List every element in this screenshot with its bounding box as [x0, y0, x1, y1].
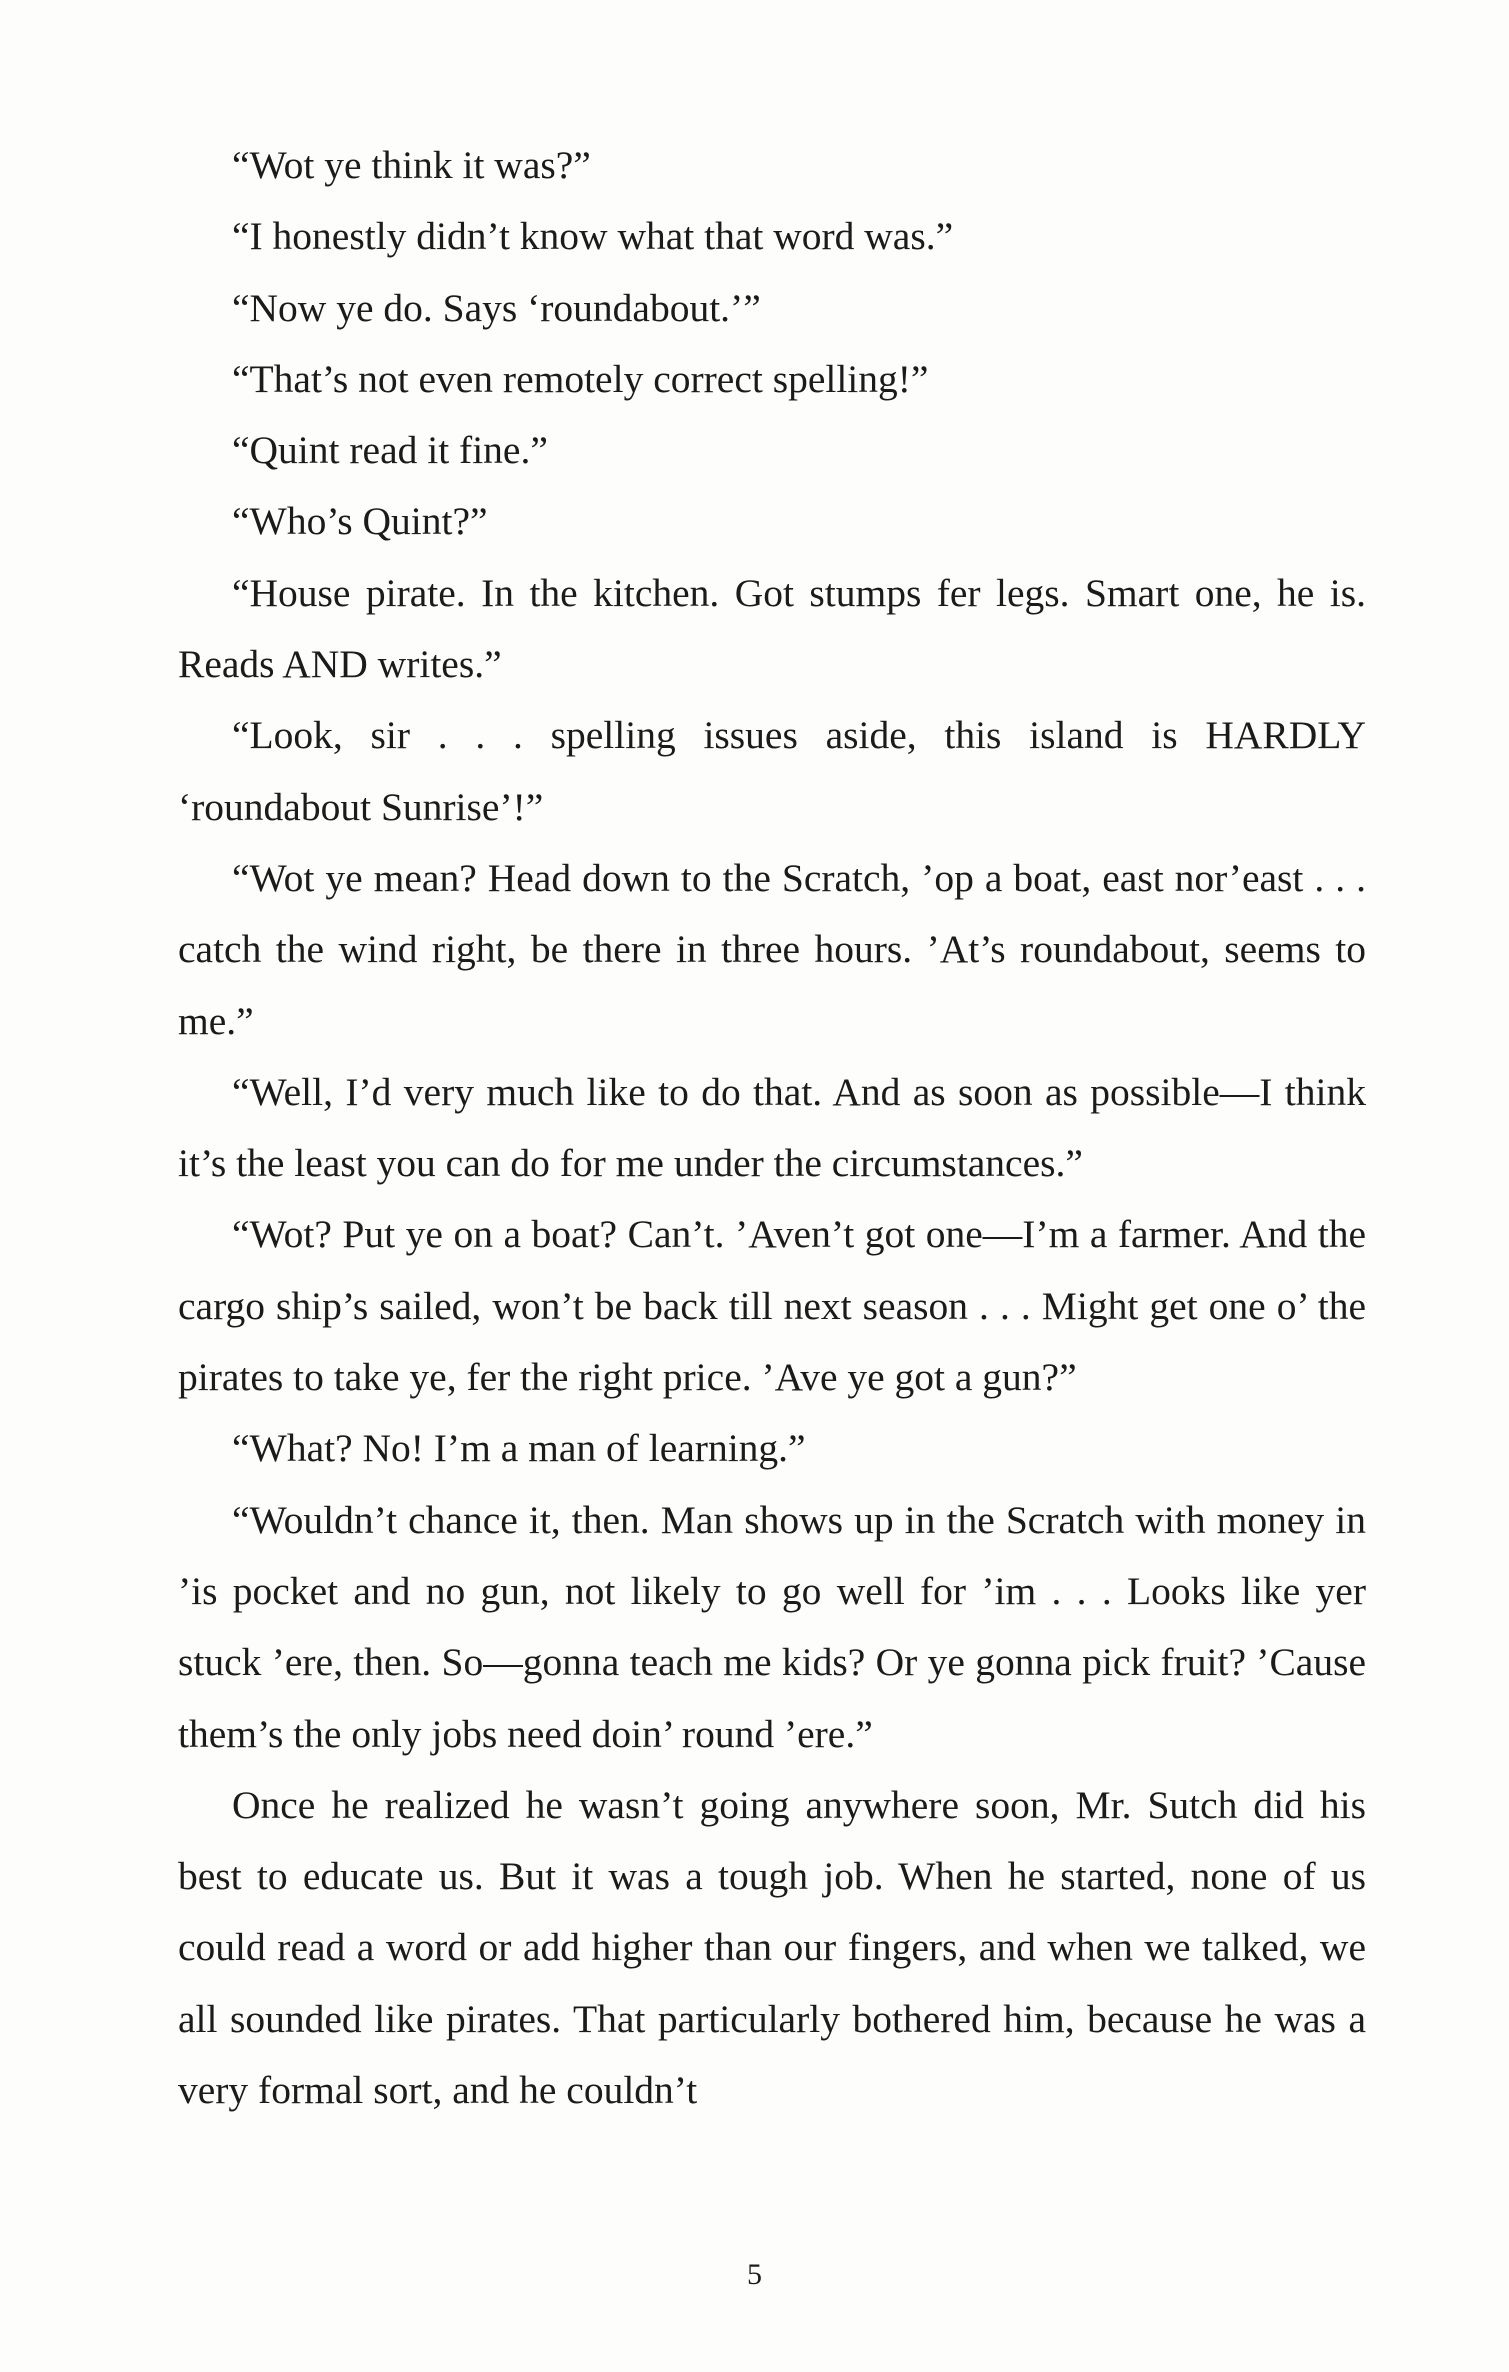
paragraph: “I honestly didn’t know what that word was.”	[232, 214, 954, 259]
page-number: 5	[747, 2258, 762, 2291]
paragraph: “Who’s Quint?”	[232, 499, 488, 544]
paragraph: “Wouldn’t chance it, then. Man shows up in the Scratch with money in ’is pocket and no gun, not likely to go well for ’im . . . Looks like yer stuck ’ere, then. So—gonna teach me kids? Or ye gonna pick fruit? ’Cause them’s the only jobs need doin’ round ’ere.”	[178, 1497, 1366, 1756]
paragraph: “Wot ye mean? Head down to the Scratch, ’op a boat, east nor’east . . . catch the wind right, be there in three hours. ’At’s roundabout, seems to me.”	[178, 855, 1366, 1043]
paragraph: “Now ye do. Says ‘roundabout.’”	[232, 285, 761, 330]
paragraph: “Wot? Put ye on a boat? Can’t. ’Aven’t got one—I’m a farmer. And the cargo ship’s sailed, won’t be back till next season . . . Might get one o’ the pirates to take ye, fer the right price. ’Ave ye got a gun?”	[178, 1212, 1366, 1400]
paragraph: “Wot ye think it was?”	[232, 143, 591, 187]
paragraph: “That’s not even remotely correct spelling!”	[232, 356, 929, 401]
paragraph: “House pirate. In the kitchen. Got stumps fer legs. Smart one, he is. Reads AND writes.”	[178, 570, 1366, 687]
paragraph: Once he realized he wasn’t going anywhere soon, Mr. Sutch did his best to educate us. But it was a tough job. When he started, none of us could read a word or add higher than our fingers, and when we talked, we all sounded like pirates. That particularly bothered him, because he was a very formal sort, and he couldn’t	[178, 1782, 1366, 2113]
paragraph: “Well, I’d very much like to do that. And as soon as possible—I think it’s the least you can do for me under the circumstances.”	[178, 1069, 1366, 1186]
page-body	[178, 130, 1366, 2126]
paragraph: “Look, sir . . . spelling issues aside, this island is HARDLY ‘roundabout Sunrise’!”	[178, 713, 1366, 829]
paragraph: “Quint read it fine.”	[232, 428, 548, 473]
paragraph: “What? No! I’m a man of learning.”	[232, 1426, 806, 1471]
